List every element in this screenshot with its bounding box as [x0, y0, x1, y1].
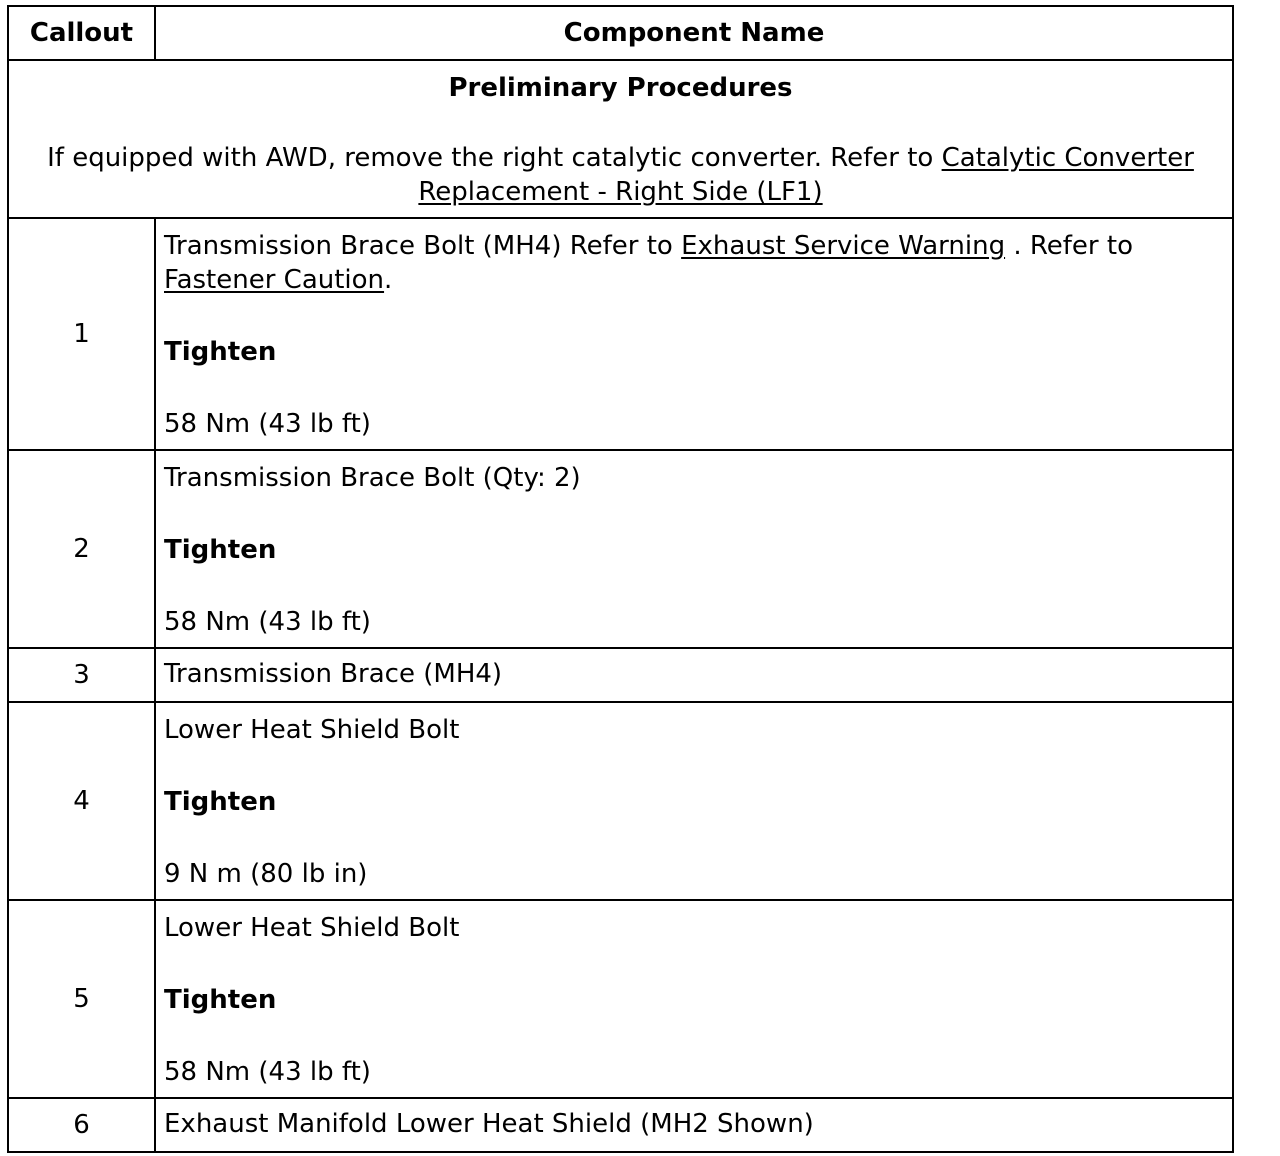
header-row [8, 6, 1233, 60]
component-cell [155, 1098, 1233, 1152]
component-cell [155, 648, 1233, 702]
preliminary-instruction: If equipped with AWD, remove the right catalytic converter. Refer to [47, 143, 934, 173]
component-name: Lower Heat Shield Bolt [164, 913, 460, 943]
component-cell [155, 218, 1233, 450]
preliminary-text [9, 141, 1232, 209]
callout-table [7, 5, 1234, 1153]
refer-text: . Refer to [1005, 231, 1133, 261]
component-name: Transmission Brace (MH4) [164, 659, 503, 689]
torque-value: 58 Nm (43 lb ft) [164, 409, 371, 439]
tighten-label: Tighten [164, 787, 277, 817]
preliminary-cell [8, 60, 1233, 218]
preliminary-row [8, 60, 1233, 218]
component-cell [155, 900, 1233, 1098]
tighten-label: Tighten [164, 535, 277, 565]
table-row [8, 218, 1233, 450]
torque-value: 9 N m (80 lb in) [164, 859, 368, 889]
catalytic-converter-link[interactable]: Catalytic Converter Replacement - Right Side (LF1) [418, 143, 1194, 207]
callout-number: 4 [8, 702, 155, 900]
table-row [8, 1098, 1233, 1152]
table-row [8, 702, 1233, 900]
component-name: Exhaust Manifold Lower Heat Shield (MH2 Shown) [164, 1109, 814, 1139]
table-row [8, 450, 1233, 648]
component-cell [155, 450, 1233, 648]
component-name: Transmission Brace Bolt (Qty: 2) [164, 463, 581, 493]
callout-number: 3 [8, 648, 155, 702]
callout-number: 6 [8, 1098, 155, 1152]
tighten-label: Tighten [164, 985, 277, 1015]
callout-number: 5 [8, 900, 155, 1098]
preliminary-title: Preliminary Procedures [448, 73, 793, 103]
callout-number: 2 [8, 450, 155, 648]
component-name-header: Component Name [155, 6, 1233, 60]
fastener-caution-link[interactable]: Fastener Caution [164, 265, 385, 295]
sentence-end: . [384, 265, 393, 295]
tighten-label: Tighten [164, 337, 277, 367]
callout-number: 1 [8, 218, 155, 450]
torque-value: 58 Nm (43 lb ft) [164, 607, 371, 637]
callout-header: Callout [8, 6, 155, 60]
table-row [8, 648, 1233, 702]
component-cell [155, 702, 1233, 900]
table-row [8, 900, 1233, 1098]
torque-value: 58 Nm (43 lb ft) [164, 1057, 371, 1087]
component-name: Lower Heat Shield Bolt [164, 715, 460, 745]
exhaust-service-warning-link[interactable]: Exhaust Service Warning [681, 231, 1006, 261]
component-name: Transmission Brace Bolt (MH4) Refer to [164, 231, 673, 261]
